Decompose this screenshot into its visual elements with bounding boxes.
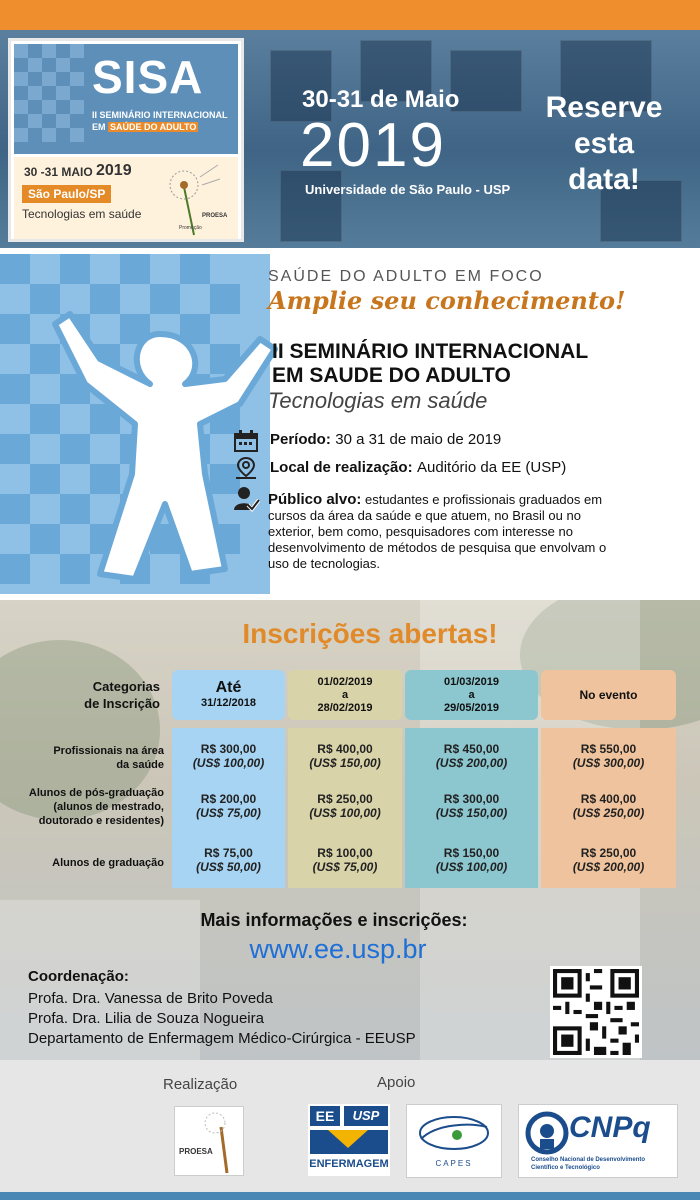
price-cell: R$ 400,00 (US$ 150,00) [309, 742, 381, 770]
top-accent-bar [0, 0, 700, 30]
logo-proesa: PROESA [202, 213, 228, 219]
seminar-title-line1: II SEMINÁRIO INTERNACIONAL [272, 340, 589, 363]
coordination-title: Coordenação: [28, 968, 129, 985]
capes-emblem-icon [407, 1105, 501, 1161]
apoio-label: Apoio [377, 1074, 416, 1091]
price-cell: R$ 150,00 (US$ 100,00) [435, 846, 508, 874]
price-column-1 [172, 670, 285, 888]
periodo-row: Período: 30 a 31 de maio de 2019 [270, 431, 502, 448]
cnpq-emblem-icon [525, 1111, 569, 1155]
row-label-profissionais: Profissionais na área da saúde [53, 745, 164, 771]
row-label-pos-graduacao: Alunos de pós-graduação (alunos de mestrado, doutorado e residentes) [28, 787, 164, 827]
footer-sponsors [0, 1060, 700, 1192]
seminar-title-line2: EM SAUDE DO ADULTO [272, 364, 511, 387]
event-date: 30-31 de Maio [302, 86, 460, 113]
price-cell: R$ 75,00 (US$ 50,00) [196, 846, 261, 874]
seminar-subtitle: Tecnologias em saúde [268, 388, 488, 413]
reserve-date-callout: Reserve esta data! [545, 91, 663, 196]
logo-subtitle-1: II SEMINÁRIO INTERNACIONAL [92, 110, 228, 120]
row-label-graduacao: Alunos de graduação [52, 857, 164, 869]
pricing-section [0, 600, 700, 1060]
price-cell: R$ 200,00 (US$ 75,00) [196, 792, 261, 820]
calendar-icon [234, 430, 260, 452]
price-cell: R$ 100,00 (US$ 75,00) [312, 846, 378, 874]
logo-theme: Tecnologias em saúde [22, 207, 142, 221]
website-link[interactable]: www.ee.usp.br [249, 934, 427, 964]
price-cell: R$ 300,00 (US$ 150,00) [435, 792, 508, 820]
coordinator-2: Profa. Dra. Lilia de Souza Nogueira [28, 1010, 264, 1027]
user-check-icon [234, 486, 260, 512]
logo-promo: Promoção [179, 225, 202, 231]
price-cell: R$ 300,00 (US$ 100,00) [192, 742, 265, 770]
price-cell: R$ 250,00 (US$ 100,00) [309, 792, 381, 820]
logo-date: 30 -31 MAIO [24, 165, 93, 179]
department: Departamento de Enfermagem Médico-Cirúrgica - EEUSP [28, 1030, 416, 1047]
sisa-wordmark: SISA [92, 51, 204, 103]
price-column-2 [288, 670, 402, 888]
price-cell: R$ 400,00 (US$ 250,00) [572, 792, 645, 820]
dandelion-icon [175, 1107, 243, 1175]
proesa-logo: PROESA [174, 1106, 244, 1176]
realizacao-label: Realização [163, 1076, 238, 1093]
more-info-heading: Mais informações e inscrições: [200, 910, 468, 930]
publico-row: Público alvo: estudantes e profissionais graduados em cursos da área da saúde e que atuem, no Brasil ou no exterior, bem como, pesquisadores com interesse no desenvolvimento de métodos de pesquisa que envolvam o uso de tecnologias. [268, 491, 607, 571]
info-kicker: SAÚDE DO ADULTO EM FOCO [268, 268, 544, 285]
event-university: Universidade de São Paulo - USP [305, 182, 511, 197]
column-header: 01/03/2019 a 29/05/2019 [405, 670, 538, 720]
price-cell: R$ 250,00 (US$ 200,00) [572, 846, 645, 874]
logo-city: São Paulo/SP [22, 185, 111, 203]
cnpq-logo: CNPq Conselho Nacional de Desenvolvimento Científico e Tecnológico [518, 1104, 678, 1178]
price-column-4 [541, 670, 676, 888]
event-year: 2019 [300, 111, 446, 180]
location-pin-icon [234, 456, 260, 480]
column-header: Até 31/12/2018 [172, 670, 285, 720]
capes-logo: CAPES [406, 1104, 502, 1178]
price-column-3 [405, 670, 538, 888]
price-cell: R$ 450,00 (US$ 200,00) [435, 742, 508, 770]
bottom-accent-bar [0, 1192, 700, 1200]
sisa-logo [8, 38, 244, 242]
local-row: Local de realização: Auditório da EE (USP) [270, 459, 567, 476]
ee-usp-logo: EE USP ENFERMAGEM [308, 1104, 390, 1176]
column-header: 01/02/2019 a 28/02/2019 [288, 670, 402, 720]
logo-year: 2019 [96, 162, 132, 179]
info-section [0, 254, 700, 594]
registration-open-heading: Inscrições abertas! [242, 618, 498, 649]
column-header: No evento [541, 670, 676, 720]
info-tagline: Amplie seu conhecimento! [268, 286, 626, 315]
logo-subtitle-2: EM SAÚDE DO ADULTO [92, 122, 197, 132]
categories-header: Categorias de Inscrição [84, 679, 160, 711]
coordinator-1: Profa. Dra. Vanessa de Brito Poveda [28, 990, 273, 1007]
price-cell: R$ 550,00 (US$ 300,00) [572, 742, 645, 770]
qr-code-icon[interactable] [550, 966, 642, 1058]
